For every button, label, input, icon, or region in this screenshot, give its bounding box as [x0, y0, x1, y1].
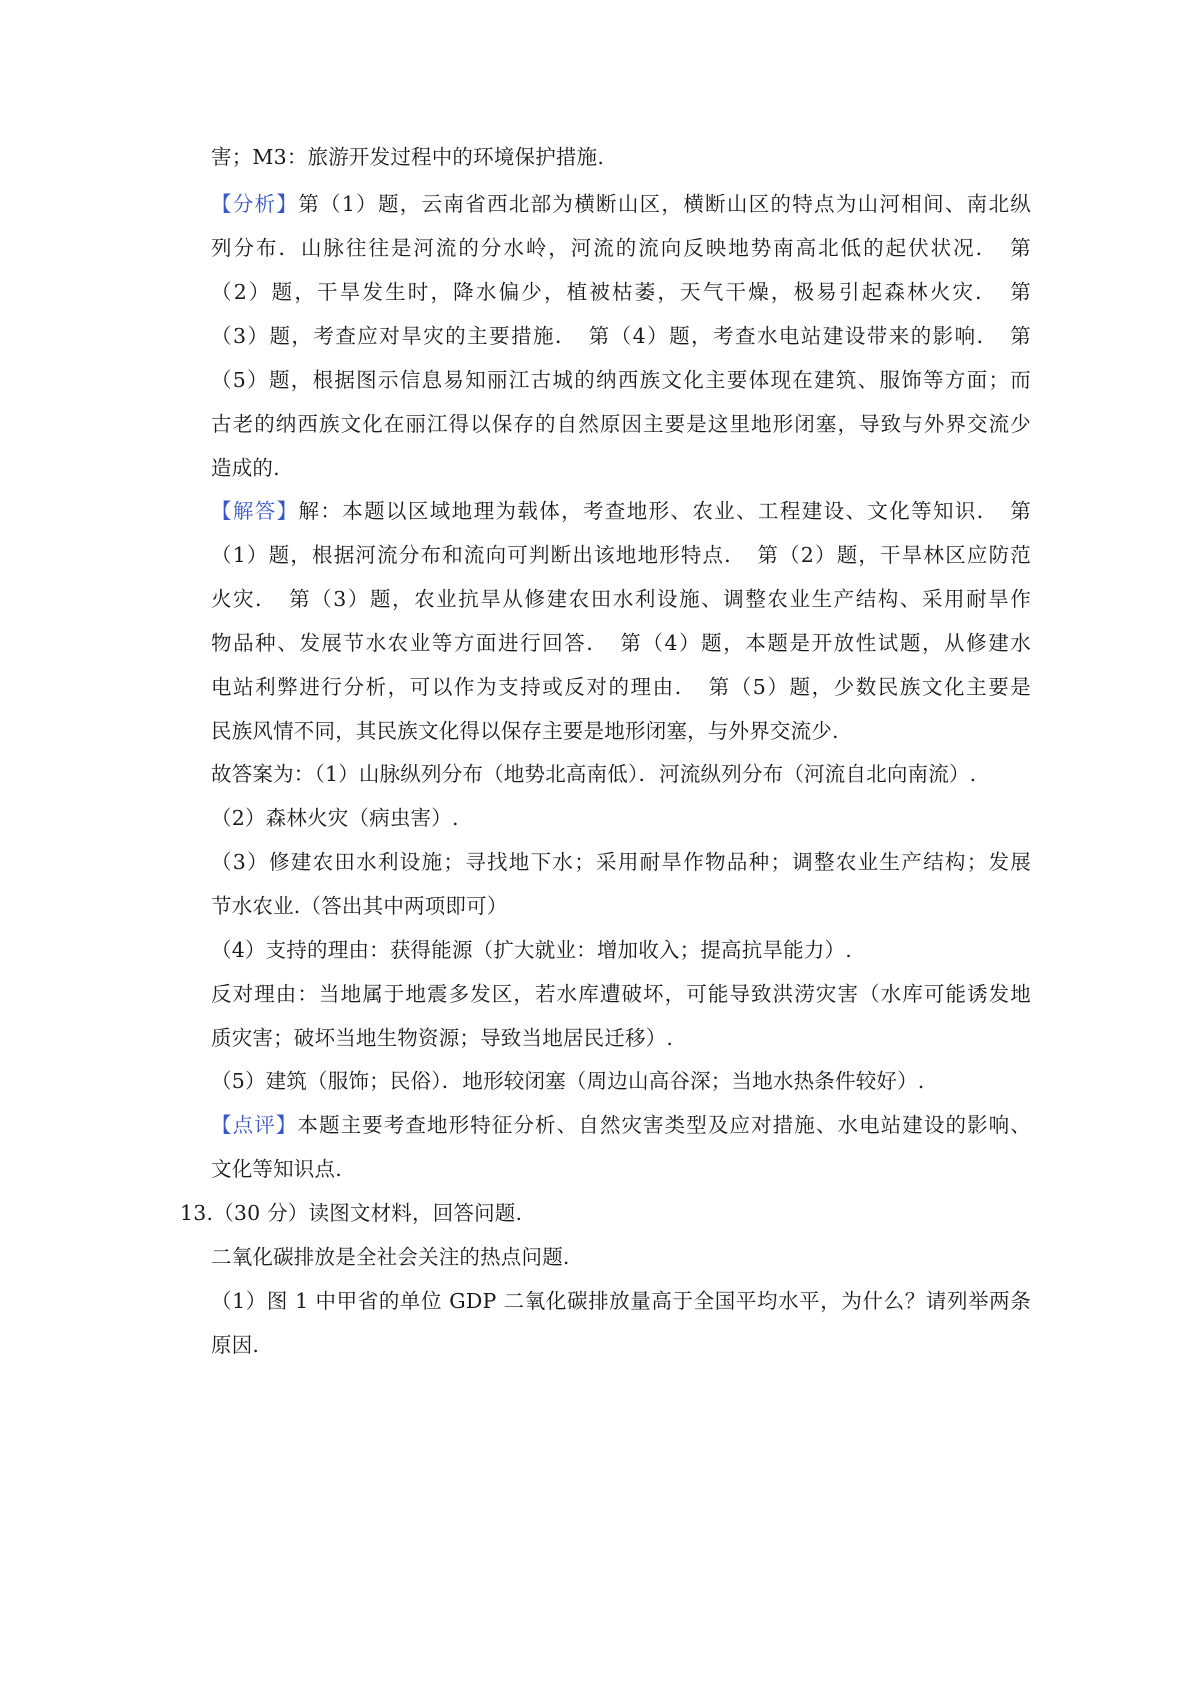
analysis-tag: 【分析】 [211, 192, 299, 216]
analysis-line: 【分析】第（1）题，云南省西北部为横断山区，横断山区的特点为山河相间、南北纵 [211, 192, 1031, 216]
comment-tag: 【点评】 [211, 1113, 298, 1137]
analysis-line: 造成的. [211, 456, 280, 480]
question-line: 二氧化碳排放是全社会关注的热点问题. [211, 1245, 570, 1269]
analysis-line: （2）题，干旱发生时，降水偏少，植被枯萎，天气干燥，极易引起森林火灾． 第 [211, 280, 1031, 304]
analysis-line: （3）题，考查应对旱灾的主要措施． 第（4）题，考查水电站建设带来的影响． 第 [211, 324, 1031, 348]
answer-line: 节水农业.（答出其中两项即可） [211, 894, 508, 918]
answer-line: 反对理由：当地属于地震多发区，若水库遭破坏，可能导致洪涝灾害（水库可能诱发地 [211, 982, 1031, 1006]
answer-line: （2）森林火灾（病虫害）. [211, 806, 459, 830]
comment-line: 文化等知识点. [211, 1157, 342, 1181]
answer-line: 质灾害；破坏当地生物资源；导致当地居民迁移）. [211, 1026, 674, 1050]
answer-line: 故答案为：（1）山脉纵列分布（地势北高南低）．河流纵列分布（河流自北向南流）. [211, 762, 977, 786]
text-line: 害；M3：旅游开发过程中的环境保护措施. [211, 145, 605, 169]
question-line: （1）图 1 中甲省的单位 GDP 二氧化碳排放量高于全国平均水平，为什么？请列举两条 [211, 1289, 1031, 1313]
solution-line: 物品种、发展节水农业等方面进行回答． 第（4）题，本题是开放性试题，从修建水 [211, 631, 1031, 655]
answer-line: （3）修建农田水利设施；寻找地下水；采用耐旱作物品种；调整农业生产结构；发展 [211, 850, 1031, 874]
answer-line: （5）建筑（服饰；民俗）．地形较闭塞（周边山高谷深；当地水热条件较好）. [211, 1069, 925, 1093]
analysis-line: 列分布．山脉往往是河流的分水岭，河流的流向反映地势南高北低的起伏状况． 第 [211, 236, 1031, 260]
solution-line: （1）题，根据河流分布和流向可判断出该地地形特点． 第（2）题，干旱林区应防范 [211, 543, 1031, 567]
solution-line: 民族风情不同，其民族文化得以保存主要是地形闭塞，与外界交流少. [211, 719, 839, 743]
comment-line: 【点评】本题主要考查地形特征分析、自然灾害类型及应对措施、水电站建设的影响、 [211, 1113, 1031, 1137]
question-line: 原因. [211, 1333, 260, 1357]
solution-tag: 【解答】 [211, 499, 299, 523]
analysis-line: （5）题，根据图示信息易知丽江古城的纳西族文化主要体现在建筑、服饰等方面；而 [211, 368, 1031, 392]
question-13-header: 13.（30 分）读图文材料，回答问题. [180, 1201, 523, 1225]
solution-line: 【解答】解：本题以区域地理为载体，考查地形、农业、工程建设、文化等知识． 第 [211, 499, 1031, 523]
solution-line: 电站利弊进行分析，可以作为支持或反对的理由． 第（5）题，少数民族文化主要是 [211, 675, 1031, 699]
solution-line: 火灾． 第（3）题，农业抗旱从修建农田水利设施、调整农业生产结构、采用耐旱作 [211, 587, 1031, 611]
analysis-line: 古老的纳西族文化在丽江得以保存的自然原因主要是这里地形闭塞，导致与外界交流少 [211, 412, 1031, 436]
question-number: 13. [180, 1201, 214, 1225]
answer-line: （4）支持的理由：获得能源（扩大就业：增加收入；提高抗旱能力）. [211, 938, 852, 962]
